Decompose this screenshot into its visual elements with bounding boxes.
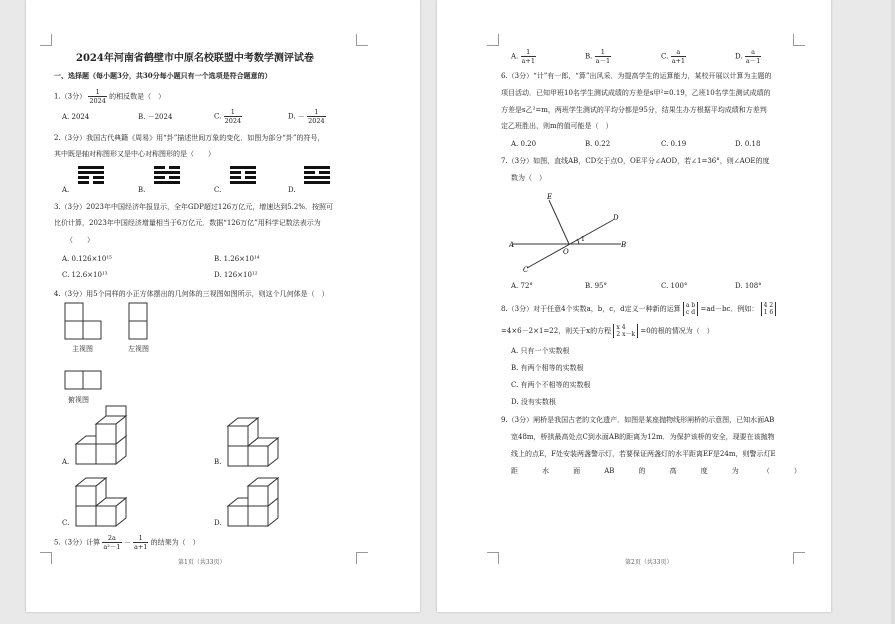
option-c: C. [62,519,70,527]
crop-mark [487,34,499,46]
option-b: B. －2024 [138,113,173,121]
label-a: A [509,241,515,249]
crop-mark [40,34,52,46]
option-c: C. 12.6×10¹³ [62,271,108,279]
trigram-a-icon [78,166,104,186]
page-title: 2024年河南省鹤壁市中原名校联盟中考数学测评试卷 [76,53,314,64]
option-a: A. 72° [511,282,533,290]
crop-mark [487,552,499,564]
option-d: D. 108° [735,282,762,290]
question-4: 4.（3分）用5个同样的小正方体摆出的几何体的三视图如图所示，则这个几何体是（ ） [54,290,329,298]
option-b: B. 1.26×10¹⁴ [214,255,260,263]
question-5: 5.（3分）计算 $\frac{2a}{\text{a²－1}}$ － $\frac{1}{a+1}$ 的结果为（ ） [54,534,200,551]
question-3-line-2: 比价计算，2023年中国经济增量相当于6万亿元．数据“126万亿”用科学记数法表示为 [54,219,321,227]
label-b: B [621,241,627,249]
option-b: B. 有两个相等的实数根 [511,364,584,372]
question-9-line-2: 宽48m，桥拱最高处点C到水面AB的距离为12m．为保护该桥的安全，现要在该抛物 [511,433,775,441]
option-a: A. 2024 [62,113,90,121]
option-d: D. [288,186,296,194]
cube-figure-b [226,412,296,468]
option-c: C. 有两个不相等的实数根 [511,381,591,389]
crop-mark [356,552,368,564]
crop-mark [793,34,805,46]
trigram-c-icon [230,166,256,186]
page-footer: 第1页（共33页） [178,559,226,566]
question-8-line-2: =4×6－2×1=22，则关于x的方程 x 4 2 x－k =0的根的情况为（ ） [501,324,714,338]
option-b: B. [214,458,222,466]
option-d: D. － $\frac{1}{2024}$ [288,108,325,125]
option-a: A. 只有一个实数根 [511,347,570,355]
option-b: B. 95° [585,282,608,290]
determinant: a b c d [683,302,698,316]
question-8-line-1: 8.（3分）对于任意4个实数a，b，c，d定义一种新的运算 a b c d =ad－bc．例如： 4 2 1 6 [501,302,776,316]
option-d: D. 0.18 [735,140,761,148]
left-view-label: 左视图 [128,345,149,353]
option-c: C. $\frac{1}{2024}$ [214,108,242,125]
option-a: A. 0.20 [511,140,537,148]
question-2-line-2: 其中既是轴对称图形又是中心对称图形的是（ ） [54,150,215,158]
option-a: A. [62,186,70,194]
angle-figure [509,190,629,272]
option-d: D. 没有实数根 [511,398,556,406]
option-a: A. $\frac{1}{a+1}$ [511,48,535,65]
option-b: B. 0.22 [585,140,611,148]
question-1: 1.（3分） $\frac{1}{2024}$ 的相反数是（ ） [54,88,166,105]
top-view-label: 俯视图 [68,396,89,404]
question-3-line-1: 3.（3分）2023年中国经济年报显示，全年GDP超过126万亿元，增速达到5.2%．按照可 [54,203,334,211]
question-2-line-1: 2.（3分）我国古代典籍《周易》用“卦”描述世间万象的变化．如图为部分“卦”的符号， [54,134,325,142]
question-6-line-2: 项目活动．已知甲班10名学生测试成绩的方差是s甲²=0.19，乙班10名学生测试成绩的 [501,89,771,97]
question-6-line-4: 定乙班胜出，则m的值可能是（ ） [501,122,613,130]
crop-mark [40,552,52,564]
option-d: D. 126×10¹² [214,271,258,279]
option-a: A. [62,458,70,466]
front-view-label: 主视图 [72,345,93,353]
question-9-line-1: 9.（3分）闸桥是我国古老的文化遗产．如图是某座抛物线形闸桥的示意图，已知水面AB [501,416,775,424]
option-d: D. [214,519,222,527]
question-6-line-3: 方差是s乙²=m，两班学生测试的平均分都是95分，结果生办方根据平均成绩和方差判 [501,106,767,114]
label-e: E [547,193,553,201]
trigram-d-icon [304,166,330,186]
page-footer: 第2页（共33页） [625,559,673,566]
label-angle-1: 1 [581,236,585,243]
question-7-line-1: 7.（3分）如图，直线AB，CD交于点O，OE平分∠AOD，若∠1=36°，则∠AOE的度 [501,157,770,165]
section-heading: 一、选择题（每小题3分，共30分每小题只有一个选项是符合题意的） [54,71,272,80]
label-o: O [563,248,569,256]
option-a: A. 0.126×10¹⁵ [62,255,112,263]
cube-figure-d [226,472,296,530]
label-c: C [523,266,529,272]
determinant: 4 2 1 6 [761,302,777,316]
option-b: B. $\frac{1}{a-1}$ [585,48,611,65]
page-2 [437,0,831,612]
question-9-line-4: 距 水 面 AB 的 高 度 为 （ ） [511,467,801,475]
page-1 [26,0,420,612]
question-3-line-3: （ ） [66,236,94,244]
question-6-line-1: 6.（3分）“计”有一郎，“算”出风采．为提高学生的运算能力，某校开展以计算为主题的 [501,72,772,80]
crop-mark [793,552,805,564]
option-c: C. $\frac{a}{a+1}$ [661,48,686,65]
option-c: C. [214,186,222,194]
question-9-line-3: 线上的点E，F处安装两盏警示灯，若要保证两盏灯的水平距离EF是24m，则警示灯E [511,450,776,458]
option-d: D. $\frac{a}{a-1}$ [735,48,761,65]
crop-mark [356,34,368,46]
question-7-line-2: 数为（ ） [511,174,546,182]
option-c: C. 0.19 [661,140,687,148]
cube-figure-c [74,472,144,530]
trigram-b-icon [154,166,180,186]
cube-figure-a [74,404,144,466]
determinant: x 4 2 x－k [613,324,638,338]
scrollbar[interactable] [891,0,895,624]
label-d: D [613,214,619,222]
option-c: C. 100° [661,282,688,290]
option-b: B. [138,186,146,194]
